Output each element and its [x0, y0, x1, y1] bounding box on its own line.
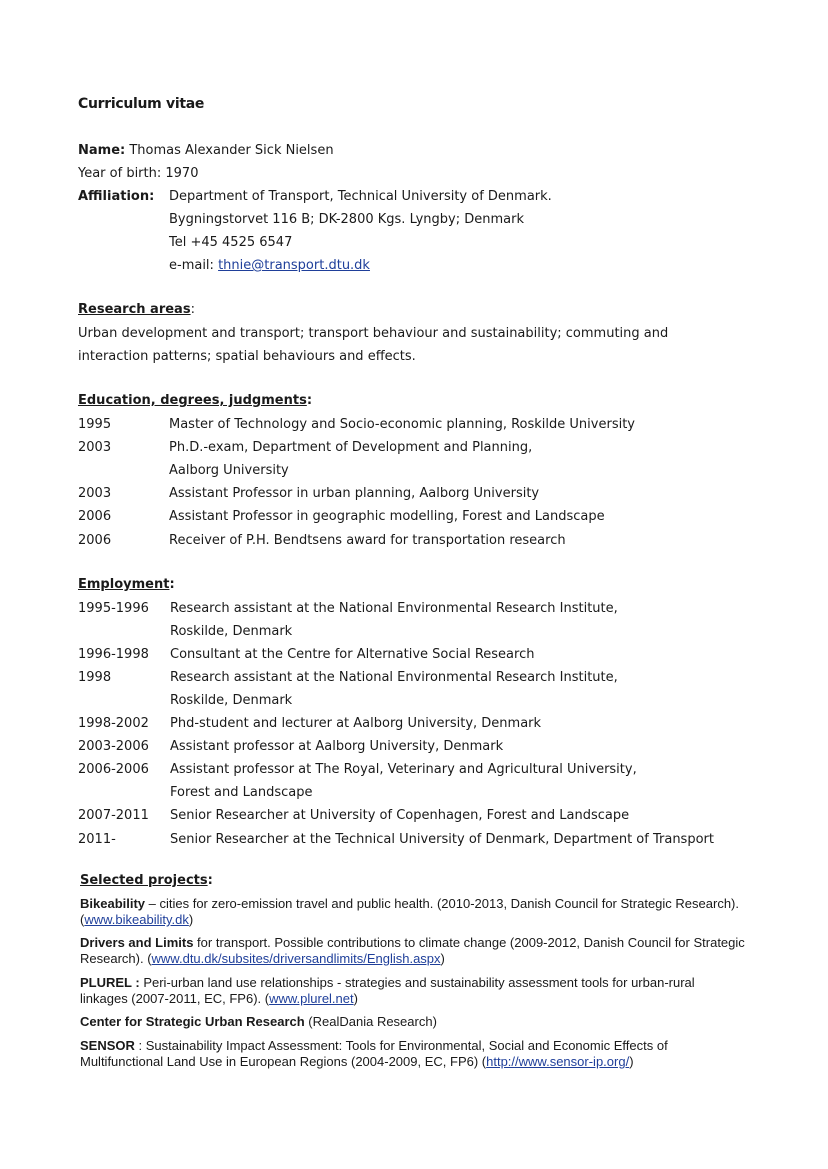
project-name: PLUREL : — [80, 975, 140, 990]
birth-value: 1970 — [165, 166, 199, 181]
projects-heading-text: Selected projects — [80, 873, 208, 888]
email-link[interactable]: thnie@transport.dtu.dk — [218, 258, 370, 273]
item-description: Forest and Landscape — [170, 785, 313, 801]
education-heading-text: Education, degrees, judgments — [78, 393, 307, 408]
item-year: 2006 — [78, 532, 112, 548]
project-name: Bikeability — [80, 896, 146, 911]
project-item — [80, 975, 745, 1007]
item-description: Assistant Professor in urban planning, Aalborg University — [169, 486, 540, 502]
item-description: Research assistant at the National Environmental Research Institute, — [170, 670, 618, 686]
item-description: Senior Researcher at the Technical University of Denmark, Department of Transport — [170, 831, 714, 847]
item-year: 1998-2002 — [78, 716, 149, 732]
item-year: 2003 — [78, 440, 112, 456]
project-link[interactable]: www.dtu.dk/subsites/driversandlimits/English.aspx — [151, 951, 441, 966]
item-description: Assistant professor at The Royal, Veterinary and Agricultural University, — [170, 762, 637, 778]
project-suffix: ) — [440, 951, 445, 966]
item-description: Receiver of P.H. Bendtsens award for transportation research — [169, 532, 566, 548]
item-description: Assistant Professor in geographic modelling, Forest and Landscape — [169, 509, 605, 525]
project-description: : Sustainability Impact Assessment: Tools for Environmental, Social and Economic Effects of Multifunctional Land Use in European Regions (2004-2009, EC, FP6) ( — [80, 1038, 668, 1069]
email-label: e-mail: — [169, 258, 214, 273]
project-name: SENSOR — [80, 1038, 135, 1053]
name-label: Name: — [78, 143, 126, 158]
project-description: for transport. Possible contributions to climate change (2009-2012, Danish Council for Strategic Research). ( — [80, 935, 745, 966]
project-link[interactable]: www.bikeability.dk — [84, 912, 189, 927]
item-year: 1995-1996 — [78, 601, 149, 616]
item-description: Assistant professor at Aalborg University, Denmark — [170, 739, 504, 755]
project-item — [80, 935, 745, 967]
project-suffix: ) — [188, 912, 194, 927]
item-description: Phd-student and lecturer at Aalborg University, Denmark — [170, 716, 542, 732]
affiliation-label: Affiliation: — [78, 189, 155, 204]
item-year: 1995 — [78, 417, 112, 432]
employment-heading: Employment: — [78, 577, 175, 592]
research-text: Urban development and transport; transport behaviour and sustainability; commuting and interaction patterns; spatial behaviours and effects. — [78, 326, 669, 364]
affiliation-line-3: Tel +45 4525 6547 — [169, 235, 293, 250]
item-year: 2003-2006 — [78, 739, 149, 755]
projects-heading: Selected projects: — [80, 873, 213, 888]
item-description: Aalborg University — [169, 463, 289, 479]
item-description: Roskilde, Denmark — [170, 693, 293, 709]
project-suffix: ) — [629, 1054, 634, 1069]
project-link[interactable]: www.plurel.net — [269, 991, 354, 1006]
project-item — [80, 1038, 745, 1070]
affiliation-line-1: Department of Transport, Technical University of Denmark. — [169, 189, 552, 204]
name-value: Thomas Alexander Sick Nielsen — [129, 143, 334, 158]
item-year: 2006-2006 — [78, 762, 149, 778]
project-suffix: ) — [353, 991, 358, 1006]
item-year: 2006 — [78, 509, 112, 525]
page-title: Curriculum vitae — [78, 96, 205, 112]
item-description: Master of Technology and Socio-economic planning, Roskilde University — [169, 417, 635, 432]
email-line — [169, 257, 370, 275]
project-description: (RealDania Research) — [304, 1014, 437, 1029]
item-year: 2003 — [78, 486, 112, 502]
item-description: Ph.D.-exam, Department of Development and Planning, — [169, 440, 533, 456]
project-link[interactable]: http://www.sensor-ip.org/ — [486, 1054, 630, 1069]
project-item — [80, 896, 745, 928]
project-name: Drivers and Limits — [80, 935, 194, 950]
item-description: Senior Researcher at University of Copenhagen, Forest and Landscape — [170, 808, 630, 824]
item-description: Roskilde, Denmark — [170, 624, 293, 640]
birth-line — [78, 165, 198, 183]
item-year: 2007-2011 — [78, 808, 149, 824]
research-heading: Research areas: — [78, 302, 195, 317]
project-description: – cities for zero-emission travel and public health. (2010-2013, Danish Council for Strategic Research). ( — [80, 896, 739, 927]
project-item — [80, 1014, 745, 1030]
item-description: Research assistant at the National Environmental Research Institute, — [170, 601, 618, 616]
item-year: 1996-1998 — [78, 647, 149, 663]
item-description: Consultant at the Centre for Alternative Social Research — [170, 647, 535, 663]
employment-heading-text: Employment — [78, 577, 170, 592]
research-heading-text: Research areas — [78, 302, 191, 317]
item-year: 1998 — [78, 670, 112, 686]
affiliation-line-2: Bygningstorvet 116 B; DK-2800 Kgs. Lyngby; Denmark — [169, 212, 525, 227]
item-year: 2011- — [78, 831, 116, 847]
project-name: Center for Strategic Urban Research — [80, 1014, 305, 1029]
birth-label: Year of birth: — [78, 166, 162, 181]
name-line — [78, 142, 334, 160]
project-description: Peri-urban land use relationships - strategies and sustainability assessment tools for urban-rural linkages (2007-2011, EC, FP6). ( — [80, 975, 695, 1006]
education-heading: Education, degrees, judgments: — [78, 393, 313, 408]
